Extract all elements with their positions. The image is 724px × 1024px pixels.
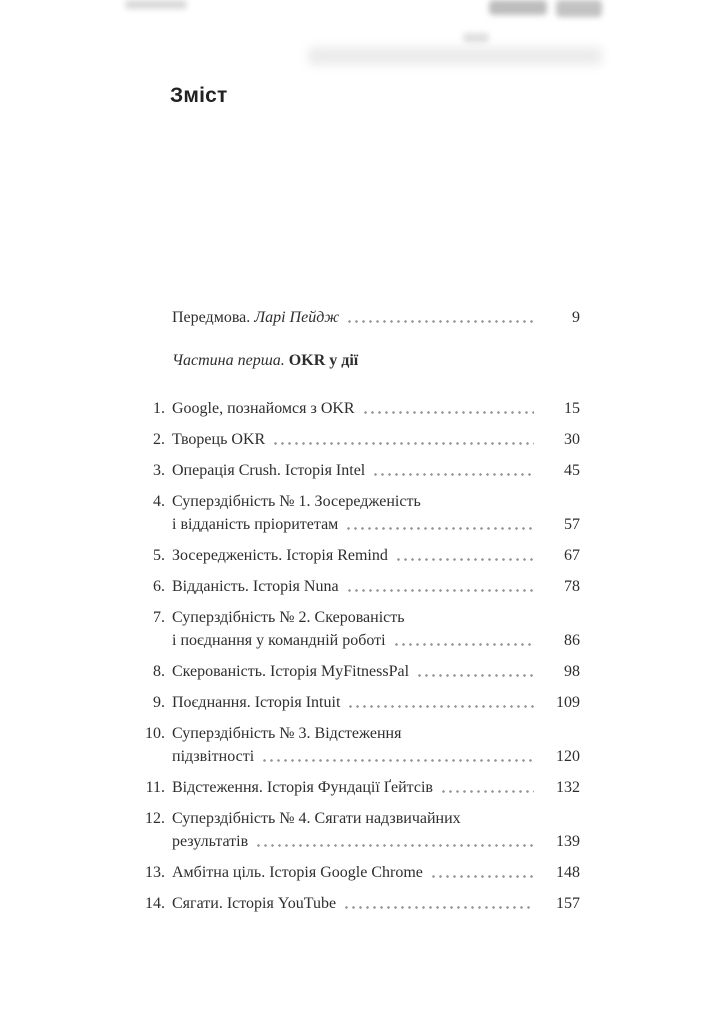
- entry-title: Google, познайомся з OKR: [172, 400, 355, 417]
- entry-page-number: 157: [556, 895, 580, 912]
- entry-page-number: 148: [556, 864, 580, 881]
- entry-title: Амбітна ціль. Історія Google Chrome: [172, 864, 423, 881]
- dotted-leader: [346, 306, 534, 329]
- entry-number: 7.: [153, 609, 165, 626]
- entry-number: 5.: [153, 547, 165, 564]
- dotted-leader: [343, 892, 534, 915]
- part-prefix: Частина перша.: [172, 352, 285, 369]
- entry-title: Операція Crush. Історія Intel: [172, 462, 366, 479]
- entry-page-number: 57: [564, 516, 580, 533]
- entry-title: Поєднання. Історія Intuit: [172, 694, 341, 711]
- dotted-leader: [346, 575, 534, 598]
- page-showthrough-artifact: [556, 0, 602, 17]
- dotted-leader: [393, 629, 534, 652]
- page-showthrough-artifact: [308, 47, 602, 65]
- entry-number: 8.: [153, 663, 165, 680]
- toc-entry: [145, 722, 580, 768]
- entry-number: 3.: [153, 462, 165, 479]
- toc-entry: [145, 428, 580, 451]
- entry-title: результатів: [172, 833, 249, 850]
- toc-entry: [145, 490, 580, 536]
- toc-entry: [145, 691, 580, 714]
- part-heading: [145, 349, 580, 372]
- entry-number: 6.: [153, 578, 165, 595]
- page-showthrough-artifact: [489, 0, 547, 15]
- preface-page-number: 9: [572, 309, 580, 326]
- toc-entry: [145, 459, 580, 482]
- entry-title: Суперздібність № 3. Відстеження: [172, 725, 402, 742]
- entry-title: і поєднання у командній роботі: [172, 632, 386, 649]
- entry-number: 12.: [145, 810, 165, 827]
- dotted-leader: [430, 861, 534, 884]
- entry-title: Суперздібність № 4. Сягати надзвичайних: [172, 810, 461, 827]
- toc-entry: [145, 892, 580, 915]
- page-title: Зміст: [170, 84, 228, 107]
- entry-title: Суперздібність № 2. Скерованість: [172, 609, 405, 626]
- entry-page-number: 98: [564, 663, 580, 680]
- entry-page-number: 120: [556, 748, 580, 765]
- toc-entry: [145, 776, 580, 799]
- entry-number: 11.: [145, 779, 165, 796]
- entry-page-number: 45: [564, 462, 580, 479]
- entry-title: Відстеження. Історія Фундації Ґейтсів: [172, 779, 433, 796]
- entry-number: 1.: [153, 400, 165, 417]
- dotted-leader: [372, 459, 534, 482]
- part-title: OKR у дії: [288, 352, 359, 369]
- entry-number: 10.: [145, 725, 165, 742]
- toc-entry: [145, 807, 580, 853]
- entry-title: Зосередженість. Історія Remind: [172, 547, 388, 564]
- entry-page-number: 30: [564, 431, 580, 448]
- dotted-leader: [345, 513, 534, 536]
- toc-preface-row: [145, 306, 580, 329]
- toc-entries: [145, 397, 580, 915]
- entry-title: Творець OKR: [172, 431, 266, 448]
- toc-entry: [145, 606, 580, 652]
- entry-page-number: 139: [556, 833, 580, 850]
- dotted-leader: [416, 660, 534, 683]
- entry-page-number: 109: [556, 694, 580, 711]
- entry-title: Скерованість. Історія MyFitnessPal: [172, 663, 410, 680]
- toc-entry: [145, 660, 580, 683]
- toc-entry: [145, 397, 580, 420]
- entry-title: і відданість пріоритетам: [172, 516, 339, 533]
- dotted-leader: [440, 776, 534, 799]
- entry-number: 13.: [145, 864, 165, 881]
- dotted-leader: [255, 830, 534, 853]
- preface-author: Ларі Пейдж: [254, 309, 340, 326]
- preface-title: [172, 306, 339, 329]
- entry-page-number: 78: [564, 578, 580, 595]
- toc-entry: [145, 544, 580, 567]
- page-showthrough-artifact: [463, 33, 489, 43]
- entry-page-number: 15: [564, 400, 580, 417]
- table-of-contents: [145, 306, 580, 923]
- entry-page-number: 86: [564, 632, 580, 649]
- preface-label: Передмова.: [172, 309, 251, 326]
- entry-number: 4.: [153, 493, 165, 510]
- entry-title: Сягати. Історія YouTube: [172, 895, 337, 912]
- dotted-leader: [261, 745, 534, 768]
- entry-number: 9.: [153, 694, 165, 711]
- entry-title: Суперздібність № 1. Зосередженість: [172, 493, 421, 510]
- entry-page-number: 132: [556, 779, 580, 796]
- toc-entry: [145, 575, 580, 598]
- entry-title: підзвітності: [172, 748, 255, 765]
- toc-entry: [145, 861, 580, 884]
- entry-number: 14.: [145, 895, 165, 912]
- dotted-leader: [347, 691, 534, 714]
- entry-page-number: 67: [564, 547, 580, 564]
- entry-title: Відданість. Історія Nuna: [172, 578, 339, 595]
- dotted-leader: [272, 428, 534, 451]
- page-showthrough-artifact: [125, 0, 187, 9]
- entry-number: 2.: [153, 431, 165, 448]
- dotted-leader: [362, 397, 534, 420]
- dotted-leader: [395, 544, 534, 567]
